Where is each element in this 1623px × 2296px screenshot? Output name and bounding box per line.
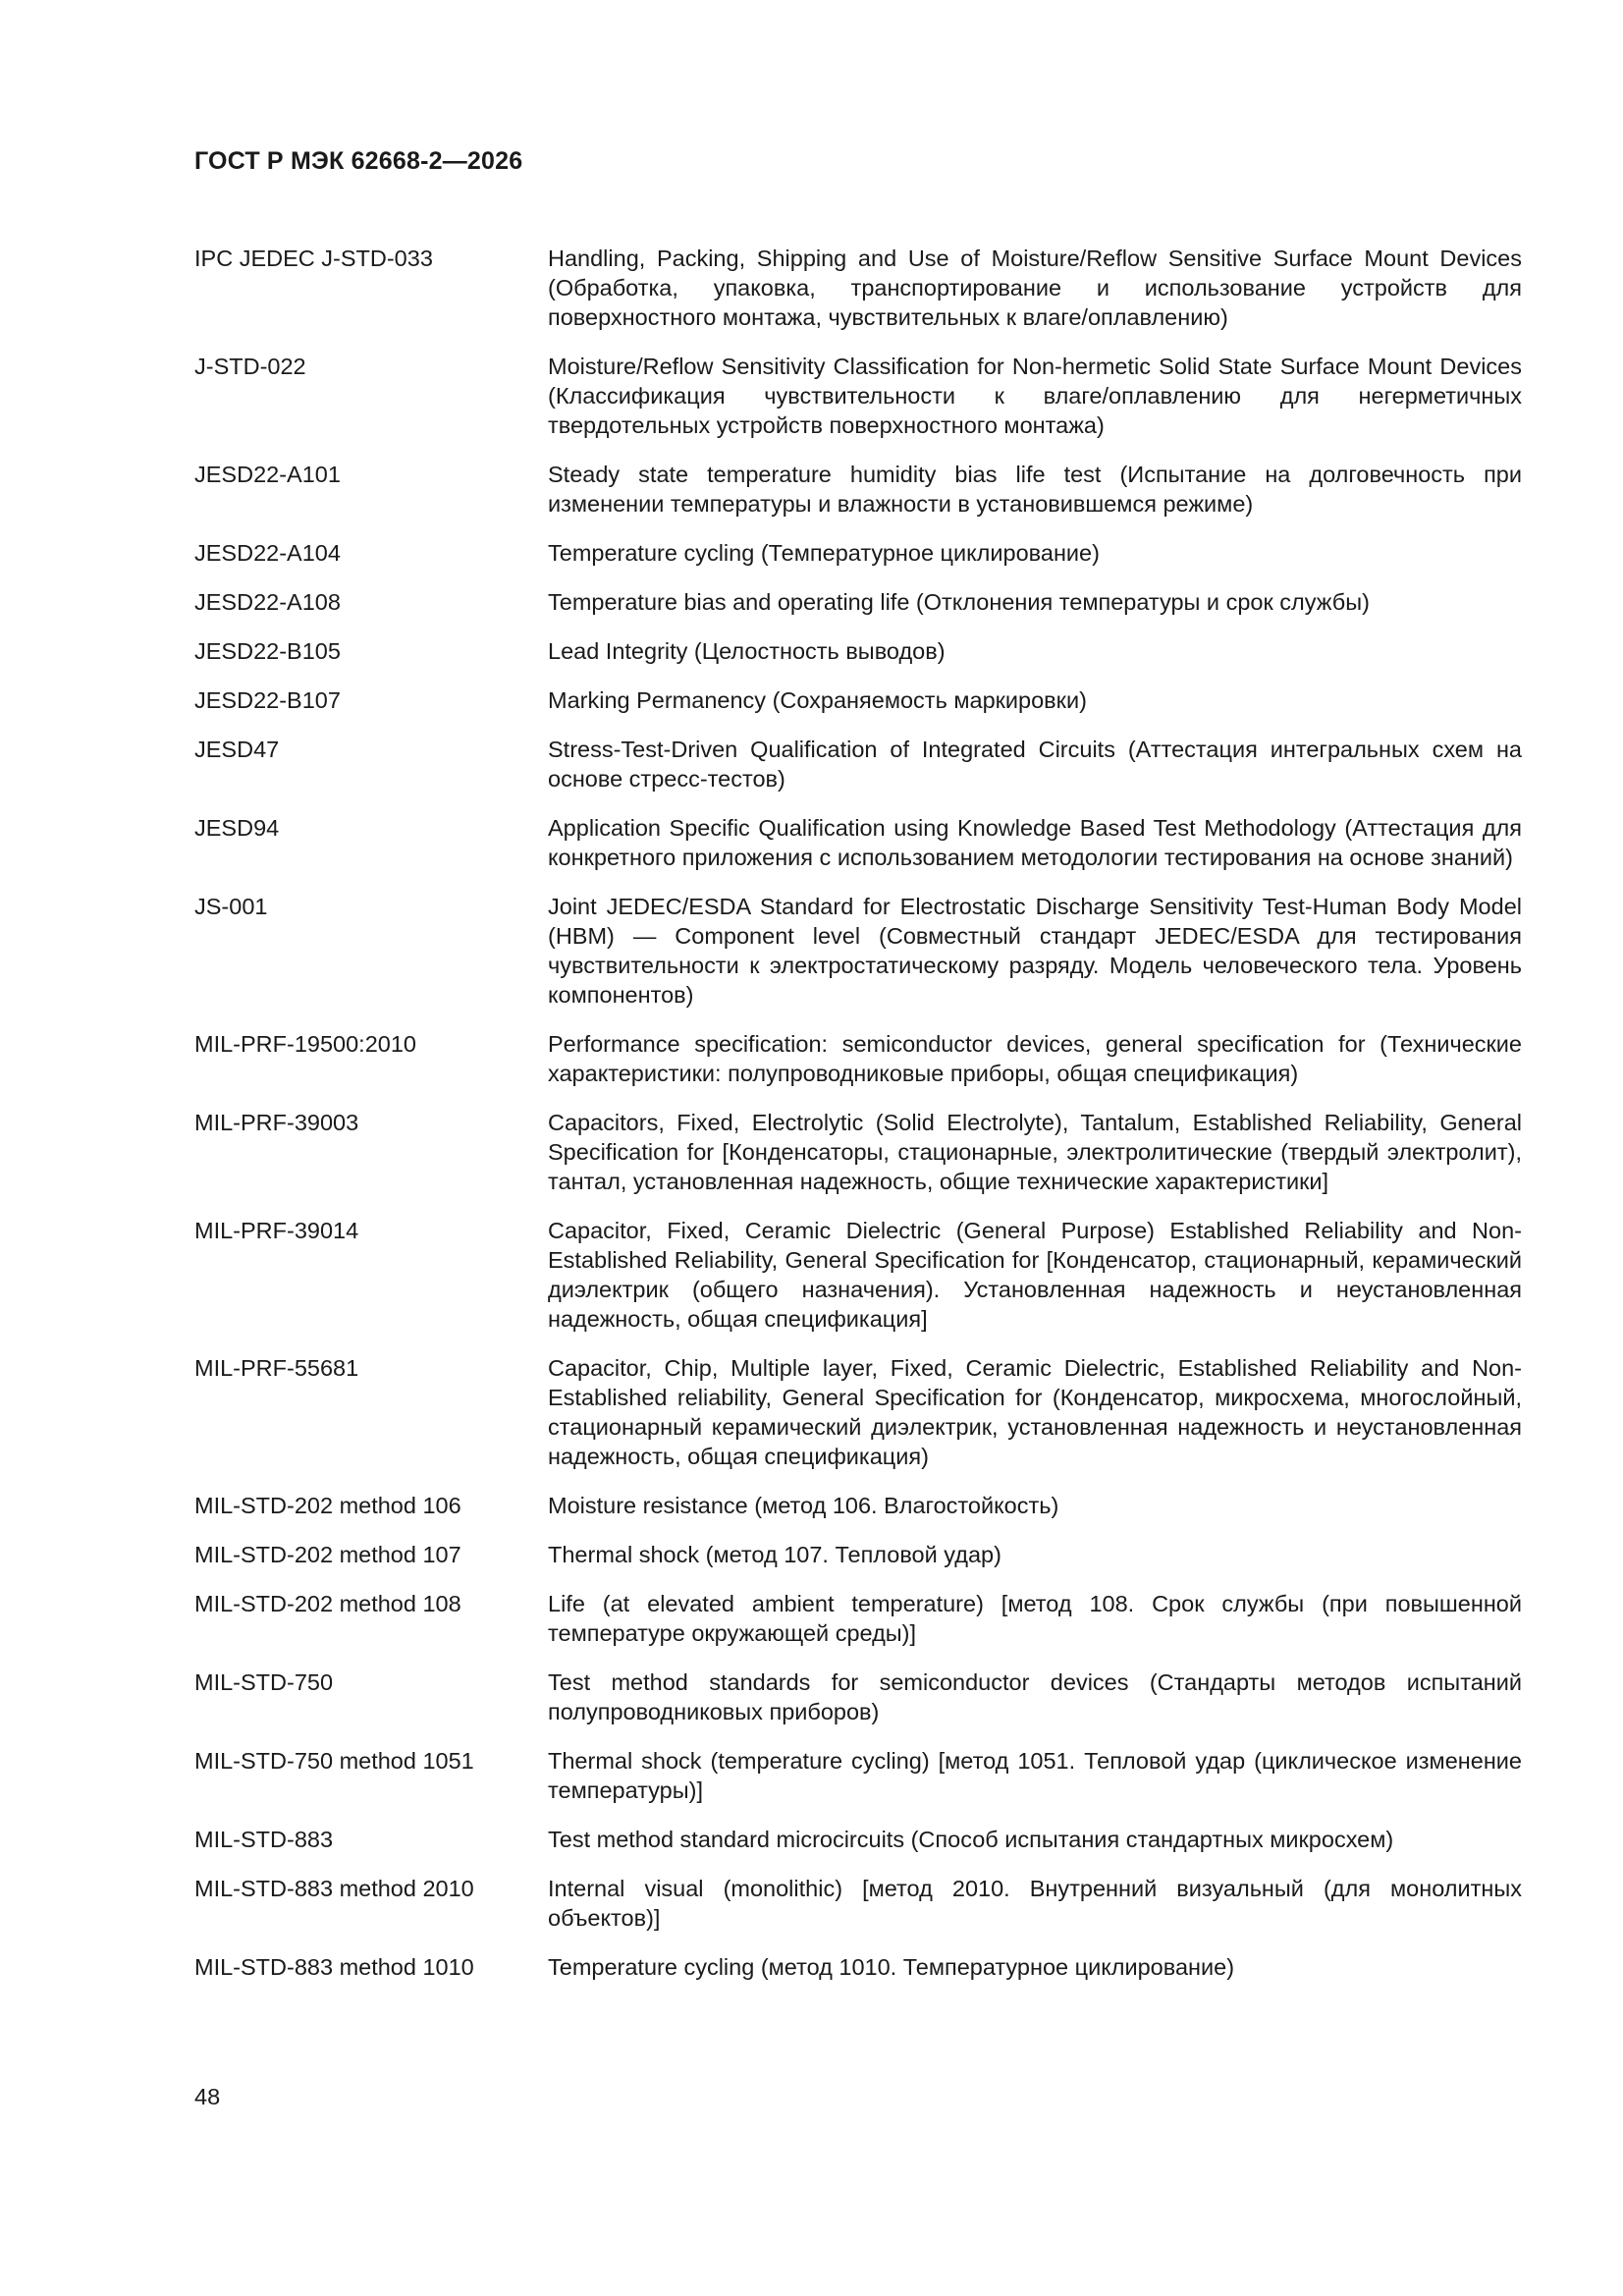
reference-row <box>194 1746 1522 1805</box>
reference-row <box>194 1952 1522 1982</box>
reference-description: Capacitor, Chip, Multiple layer, Fixed, Ceramic Dielectric, Established Reliability and Non-Established reliability, General Specification for (Конденсатор, микросхема, многослойный, стационарный керамический диэлектрик, установленная надежность и неустановленная надежность, общая спецификация) <box>548 1355 1522 1469</box>
reference-code: MIL-STD-750 <box>194 1669 334 1695</box>
reference-description: Steady state temperature humidity bias life test (Испытание на долговечность при изменении температуры и влажности в установившемся режиме) <box>548 462 1522 517</box>
reference-row <box>194 1108 1522 1196</box>
reference-description: Moisture resistance (метод 106. Влагостойкость) <box>548 1493 1059 1518</box>
reference-row <box>194 244 1522 332</box>
reference-row <box>194 1029 1522 1088</box>
reference-row <box>194 1667 1522 1726</box>
reference-row <box>194 352 1522 440</box>
reference-description: Lead Integrity (Целостность выводов) <box>548 638 946 664</box>
reference-code: IPC JEDEC J-STD-033 <box>194 246 433 271</box>
reference-row <box>194 1825 1522 1854</box>
reference-row <box>194 813 1522 872</box>
reference-code: JESD22-A108 <box>194 589 341 615</box>
reference-row <box>194 1540 1522 1569</box>
reference-description: Marking Permanency (Сохраняемость маркировки) <box>548 687 1087 713</box>
reference-row <box>194 460 1522 519</box>
reference-description: Moisture/Reflow Sensitivity Classification for Non-hermetic Solid State Surface Mount Devices (Классификация чувствительности к влаге/оплавлению для негерметичных твердотельных устройств поверхностного монтажа) <box>548 354 1522 438</box>
reference-row <box>194 1874 1522 1933</box>
reference-code: MIL-STD-202 method 107 <box>194 1542 461 1567</box>
reference-description: Test method standard microcircuits (Способ испытания стандартных микросхем) <box>548 1827 1394 1852</box>
reference-code: JESD22-A101 <box>194 462 341 487</box>
reference-row <box>194 1216 1522 1334</box>
reference-description: Thermal shock (метод 107. Тепловой удар) <box>548 1542 1001 1567</box>
reference-description: Thermal shock (temperature cycling) [метод 1051. Тепловой удар (циклическое изменение температуры)] <box>548 1748 1522 1803</box>
reference-code: JESD94 <box>194 815 280 841</box>
reference-code: JS-001 <box>194 894 268 919</box>
reference-description: Capacitor, Fixed, Ceramic Dielectric (General Purpose) Established Reliability and Non-Established Reliability, General Specification for [Конденсатор, стационарный, керамический диэлектрик (общего назначения). Установленная надежность и неустановленная надежность, общая спецификация] <box>548 1218 1522 1332</box>
reference-description: Application Specific Qualification using Knowledge Based Test Methodology (Аттестация для конкретного приложения с использованием методологии тестирования на основе знаний) <box>548 815 1522 870</box>
reference-code: JESD22-B107 <box>194 687 341 713</box>
page-number: 48 <box>194 2084 221 2109</box>
reference-code: MIL-STD-883 method 1010 <box>194 1954 474 1980</box>
reference-code: J-STD-022 <box>194 354 306 379</box>
reference-row <box>194 587 1522 617</box>
reference-description: Joint JEDEC/ESDA Standard for Electrostatic Discharge Sensitivity Test-Human Body Model (HBM) — Component level (Совместный стандарт JEDEC/ESDA для тестирования чувствительности к электростатическому разряду. Модель человеческого тела. Уровень компонентов) <box>548 894 1522 1008</box>
reference-row <box>194 1491 1522 1520</box>
reference-code: MIL-STD-202 method 106 <box>194 1493 461 1518</box>
reference-code: JESD22-B105 <box>194 638 341 664</box>
reference-description: Temperature cycling (метод 1010. Температурное циклирование) <box>548 1954 1235 1980</box>
reference-code: MIL-STD-202 method 108 <box>194 1591 461 1616</box>
reference-description: Temperature cycling (Температурное циклирование) <box>548 540 1100 566</box>
reference-code: MIL-STD-883 <box>194 1827 334 1852</box>
reference-row <box>194 1589 1522 1648</box>
reference-code: MIL-PRF-39003 <box>194 1110 359 1135</box>
reference-description: Test method standards for semiconductor devices (Стандарты методов испытаний полупроводниковых приборов) <box>548 1669 1522 1724</box>
references-list <box>194 244 1522 2001</box>
reference-code: MIL-PRF-39014 <box>194 1218 359 1243</box>
document-header: ГОСТ Р МЭК 62668-2—2026 <box>194 147 523 175</box>
reference-description: Temperature bias and operating life (Отклонения температуры и срок службы) <box>548 589 1370 615</box>
reference-code: MIL-PRF-19500:2010 <box>194 1031 416 1057</box>
reference-code: MIL-STD-750 method 1051 <box>194 1748 474 1774</box>
reference-description: Handling, Packing, Shipping and Use of Moisture/Reflow Sensitive Surface Mount Devices (Обработка, упаковка, транспортирование и использование устройств для поверхностного монтажа, чувствительных к влаге/оплавлению) <box>548 246 1522 330</box>
reference-description: Life (at elevated ambient temperature) [метод 108. Срок службы (при повышенной температуре окружающей среды)] <box>548 1591 1522 1646</box>
reference-description: Performance specification: semiconductor devices, general specification for (Технические характеристики: полупроводниковые приборы, общая спецификация) <box>548 1031 1522 1086</box>
reference-row <box>194 685 1522 715</box>
reference-row <box>194 636 1522 666</box>
reference-row <box>194 1353 1522 1471</box>
reference-code: JESD22-A104 <box>194 540 341 566</box>
reference-code: JESD47 <box>194 737 280 762</box>
reference-code: MIL-STD-883 method 2010 <box>194 1876 474 1901</box>
reference-description: Stress-Test-Driven Qualification of Integrated Circuits (Аттестация интегральных схем на основе стресс-тестов) <box>548 737 1522 792</box>
reference-description: Capacitors, Fixed, Electrolytic (Solid Electrolyte), Tantalum, Established Reliability, General Specification for [Конденсаторы, стационарные, электролитические (твердый электролит), тантал, установленная надежность, общие технические характеристики] <box>548 1110 1522 1194</box>
reference-row <box>194 735 1522 793</box>
reference-row <box>194 892 1522 1010</box>
reference-description: Internal visual (monolithic) [метод 2010. Внутренний визуальный (для монолитных объектов)] <box>548 1876 1522 1931</box>
reference-code: MIL-PRF-55681 <box>194 1355 359 1381</box>
reference-row <box>194 538 1522 568</box>
